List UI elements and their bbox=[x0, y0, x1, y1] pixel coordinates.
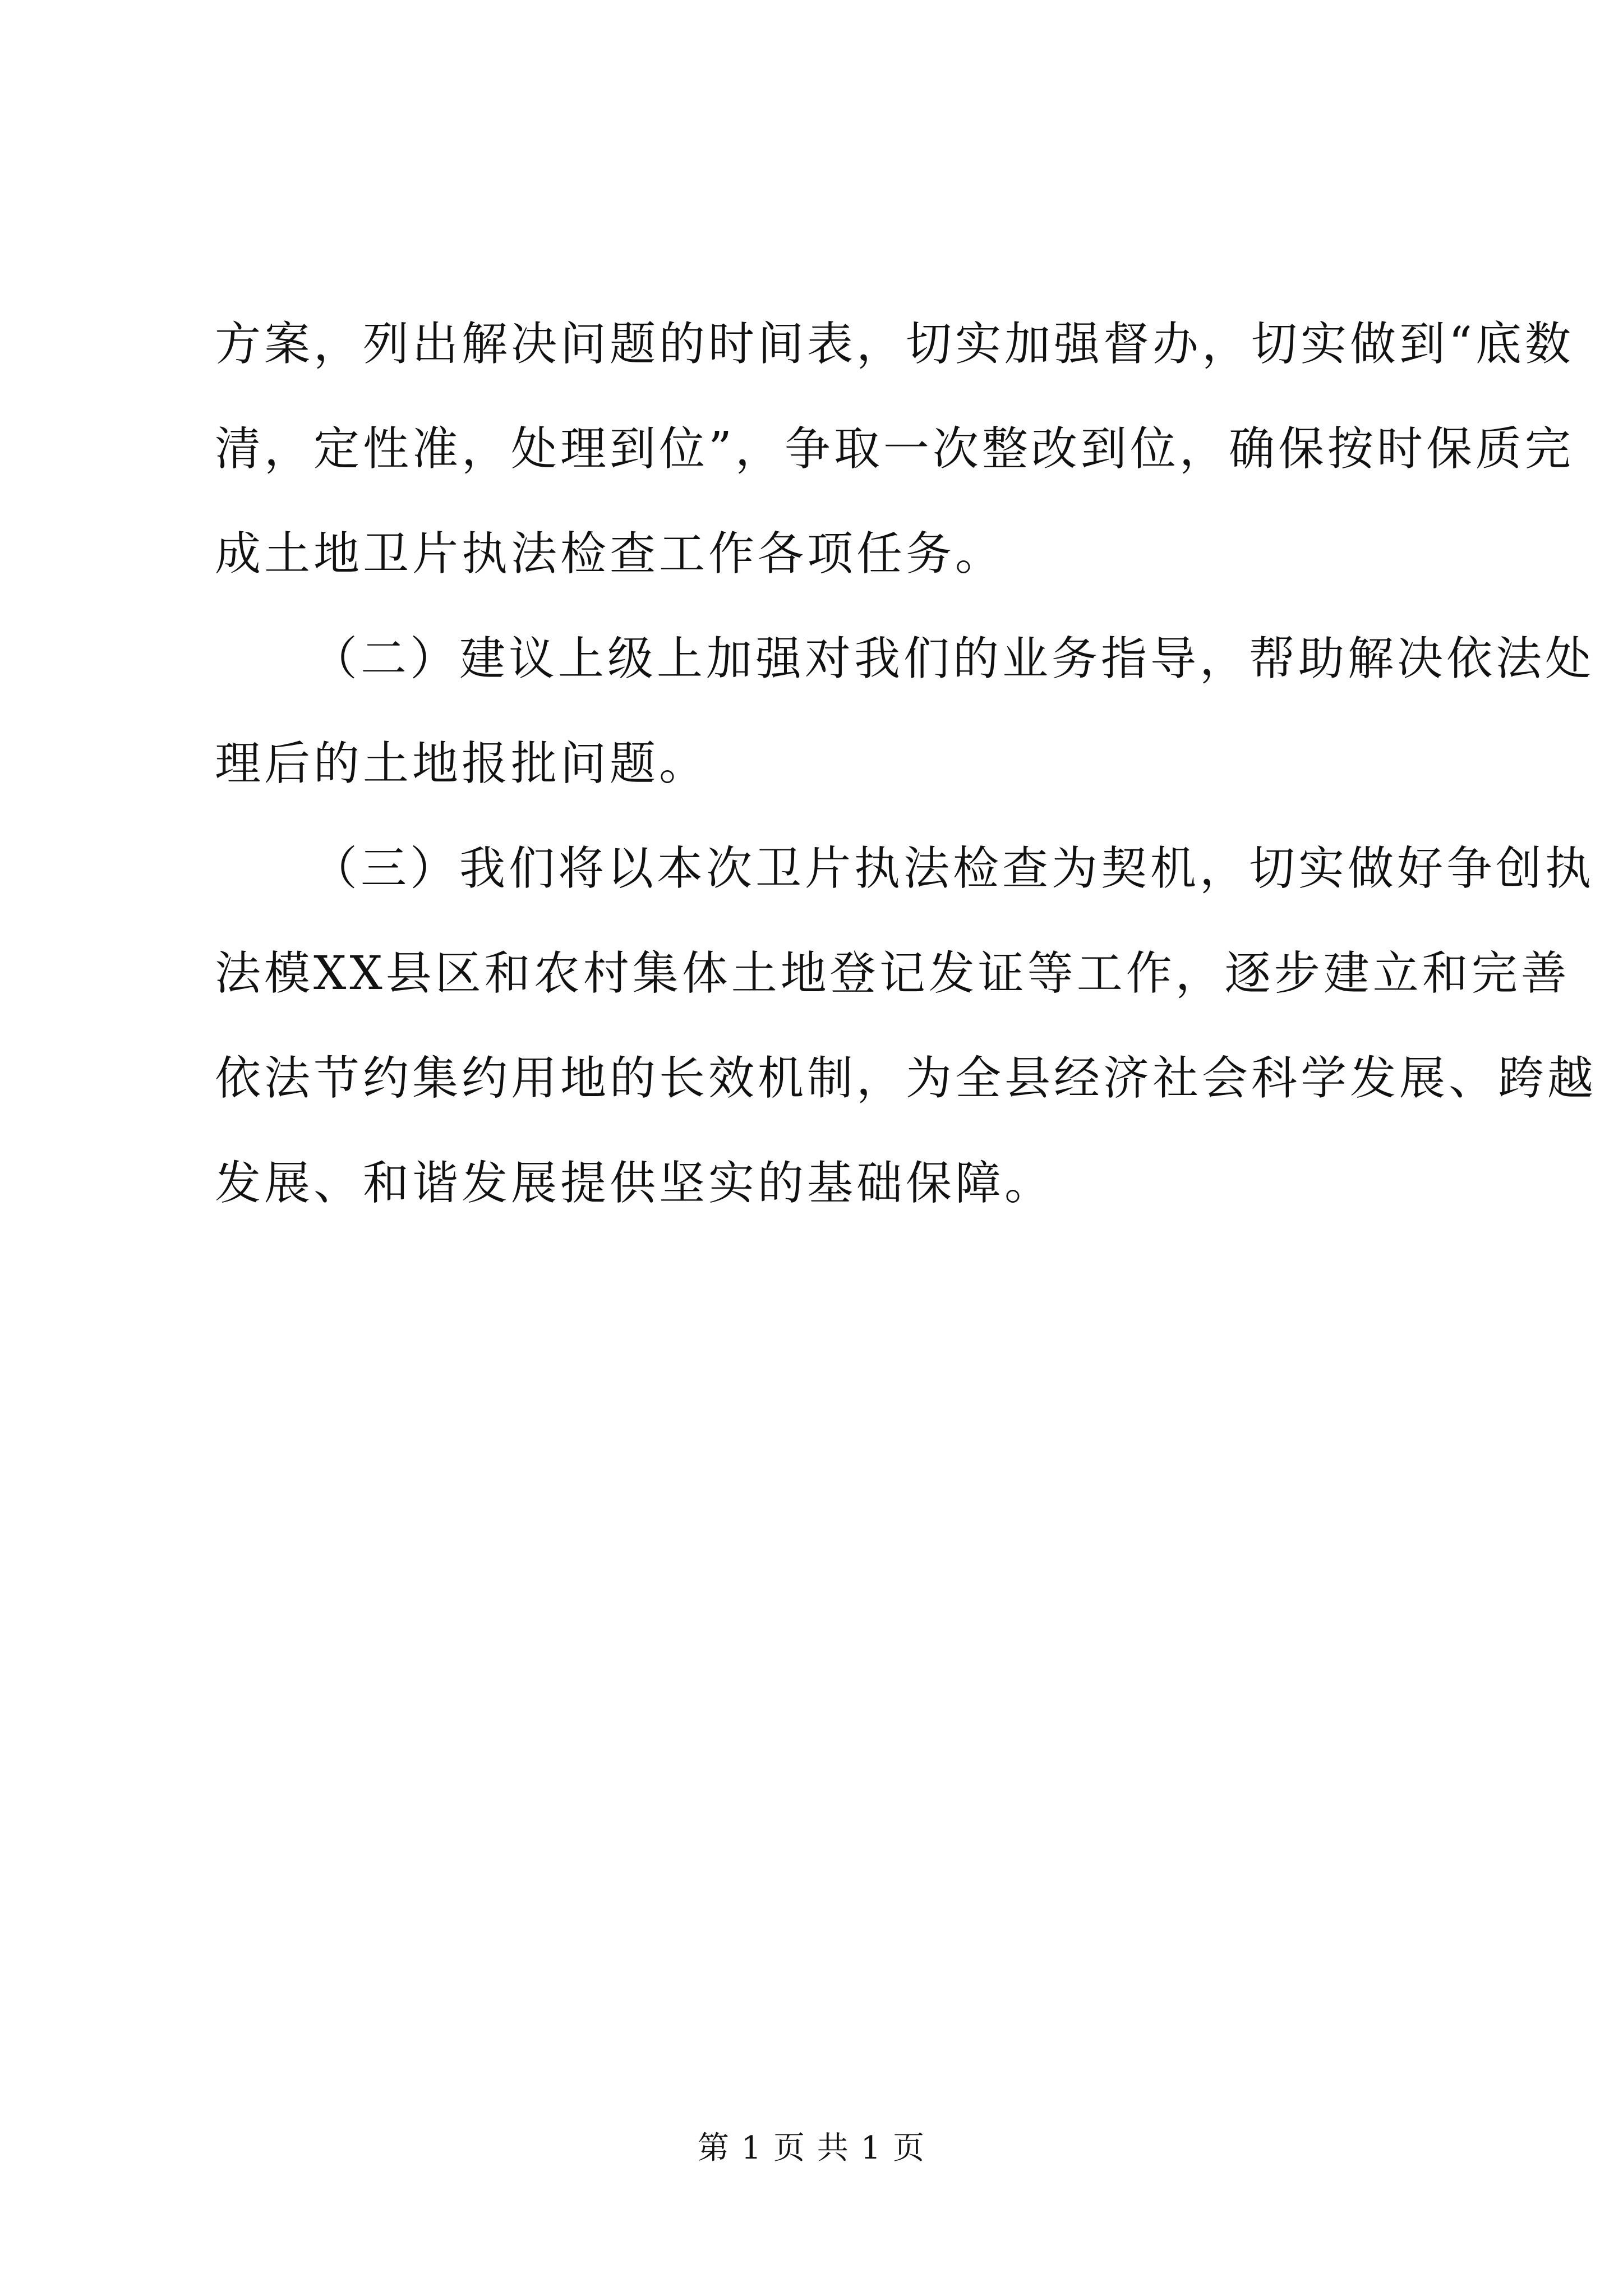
document-body bbox=[215, 292, 1597, 1236]
text-line-6: （三）我们将以本次卫片执法检查为契机，切实做好争创执 bbox=[311, 842, 1595, 895]
text-line-2: 清，定性准，处理到位”，争取一次整改到位，确保按时保质完 bbox=[215, 422, 1574, 476]
text-line-8: 依法节约集约用地的长效机制，为全县经济社会科学发展、跨越 bbox=[215, 1052, 1597, 1105]
text-line-9: 发展、和谐发展提供坚实的基础保障。 bbox=[215, 1157, 1054, 1210]
text-line-1: 方案，列出解决问题的时间表，切实加强督办，切实做到“底数 bbox=[215, 318, 1574, 371]
page-footer: 第 1 页 共 1 页 bbox=[697, 2130, 926, 2166]
text-line-7: 法模XX县区和农村集体土地登记发证等工作，逐步建立和完善 bbox=[215, 947, 1570, 1000]
text-line-3: 成土地卫片执法检查工作各项任务。 bbox=[215, 527, 1005, 581]
text-line-5: 理后的土地报批问题。 bbox=[215, 737, 709, 790]
text-line-4: （二）建议上级上加强对我们的业务指导，帮助解决依法处 bbox=[311, 632, 1595, 685]
